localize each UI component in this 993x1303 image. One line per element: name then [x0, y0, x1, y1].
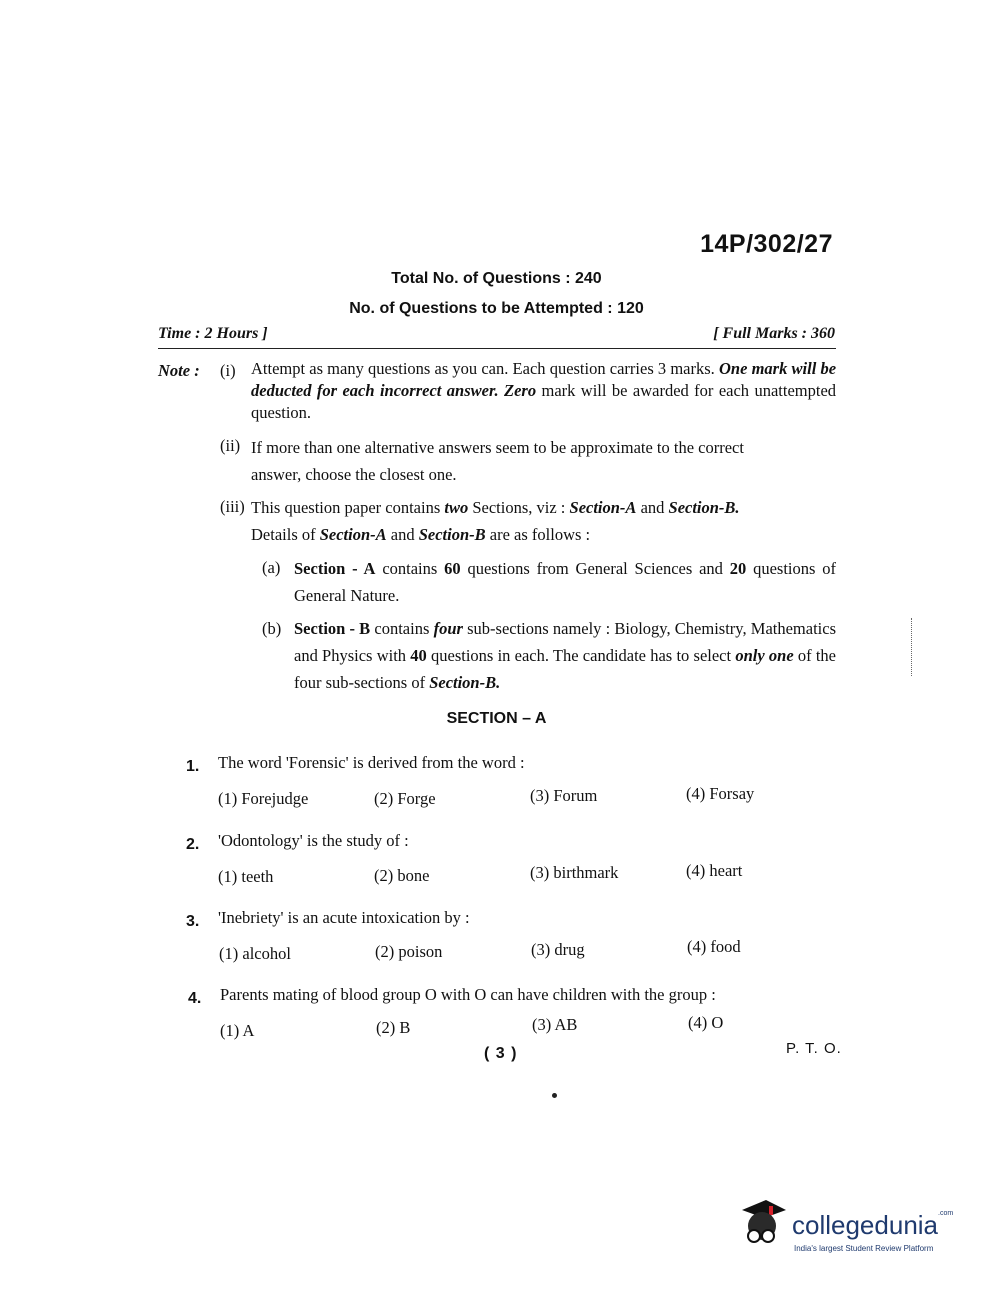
- collegedunia-logo-text: [792, 1210, 953, 1241]
- note-label: Note :: [158, 361, 200, 380]
- question-4-option-2[interactable]: (2) B: [376, 1018, 411, 1037]
- note-ii-text-a: If more than one alternative answers seem to be approximate to the correct: [251, 438, 744, 457]
- note-b: [294, 615, 836, 696]
- logo-suffix: .com: [938, 1210, 954, 1217]
- note-i: [251, 358, 836, 424]
- note-i-zero: Zero: [504, 381, 537, 400]
- note-iii-section-a-2: Section-A: [319, 525, 387, 544]
- note-iii-text-a: This question paper contains: [251, 498, 441, 517]
- note-b-four: four: [433, 619, 463, 638]
- question-4-text: Parents mating of blood group O with O can have children with the group :: [220, 985, 716, 1004]
- question-2-text: 'Odontology' is the study of :: [218, 831, 409, 850]
- question-1-option-2[interactable]: (2) Forge: [374, 789, 436, 808]
- note-iii-two: two: [444, 498, 469, 517]
- question-1-option-1[interactable]: (1) Forejudge: [218, 789, 309, 808]
- note-i-text-a: Attempt as many questions as you can. Each question carries 3 marks.: [251, 359, 715, 378]
- note-b-text-c: Mathematics and Physics with: [294, 619, 837, 665]
- time-label: Time : 2 Hours ]: [158, 325, 268, 342]
- note-a-text-b: questions from General Sciences and: [467, 559, 723, 578]
- paper-code: 14P/302/27: [700, 230, 833, 258]
- question-3-text: 'Inebriety' is an acute intoxication by :: [218, 908, 470, 927]
- note-b-number: (b): [262, 619, 282, 638]
- question-3-option-4[interactable]: (4) food: [687, 937, 741, 956]
- note-a-60: 60: [444, 559, 461, 578]
- question-1-text: The word 'Forensic' is derived from the word :: [218, 753, 525, 772]
- question-4-option-4[interactable]: (4) O: [688, 1013, 724, 1032]
- note-a-text-a: contains: [382, 559, 438, 578]
- note-b-40: 40: [410, 646, 427, 665]
- question-3-option-1[interactable]: (1) alcohol: [219, 944, 291, 963]
- collegedunia-mascot-icon: [736, 1196, 788, 1248]
- note-iii-text-d: are as follows :: [489, 525, 591, 544]
- note-b-text-e: to select: [676, 646, 732, 665]
- note-b-only-one: only one: [735, 646, 794, 665]
- scan-margin-mark: [911, 618, 913, 676]
- note-b-text-f: of the four sub-sections of: [294, 646, 837, 692]
- note-iii-text-b: Sections, viz :: [472, 498, 566, 517]
- note-a-text-c: questions of General Nature.: [294, 559, 836, 605]
- question-1-option-3[interactable]: (3) Forum: [530, 786, 598, 805]
- note-i-text-f: awarded for each unattempted question.: [251, 381, 837, 422]
- question-4-option-1[interactable]: (1) A: [220, 1021, 255, 1040]
- note-i-number: (i): [220, 361, 236, 380]
- scan-speck: [552, 1093, 557, 1098]
- note-b-text-b: sub-sections namely : Biology, Chemistry,: [467, 619, 747, 638]
- note-a-section: Section - A: [294, 559, 376, 578]
- note-iii-text-c: Details of: [251, 525, 316, 544]
- question-1-number: 1.: [186, 758, 200, 775]
- note-i-deduction: mark will be deducted for each incorrect answer.: [251, 359, 837, 400]
- note-ii-text-b: answer, choose the closest one.: [251, 465, 457, 484]
- page-number: ( 3 ): [484, 1045, 518, 1062]
- question-2-number: 2.: [186, 836, 200, 853]
- note-b-section-b: Section-B.: [429, 673, 501, 692]
- header-divider: [158, 348, 836, 349]
- note-ii: [251, 434, 836, 488]
- question-2-option-1[interactable]: (1) teeth: [218, 867, 274, 886]
- question-4-option-3[interactable]: (3) AB: [532, 1015, 578, 1034]
- section-heading: SECTION – A: [446, 710, 547, 727]
- note-i-text-e: mark will be: [541, 381, 628, 400]
- note-iii-section-b: Section-B.: [668, 498, 740, 517]
- question-4-number: 4.: [188, 990, 202, 1007]
- note-i-one: One: [718, 359, 748, 378]
- question-3-option-3[interactable]: (3) drug: [531, 940, 585, 959]
- question-3-number: 3.: [186, 913, 200, 930]
- note-ii-number: (ii): [220, 436, 241, 455]
- note-a-number: (a): [262, 558, 281, 577]
- note-iii-and: and: [640, 498, 665, 517]
- question-3-option-2[interactable]: (2) poison: [375, 942, 443, 961]
- note-a-20: 20: [729, 559, 747, 578]
- total-questions: Total No. of Questions : 240: [391, 270, 602, 287]
- note-b-text-d: questions in each. The candidate has: [431, 646, 673, 665]
- note-iii-section-a: Section-A: [569, 498, 637, 517]
- note-iii-and-2: and: [390, 525, 415, 544]
- logo-name: collegedunia: [792, 1210, 939, 1240]
- question-1-option-4[interactable]: (4) Forsay: [686, 784, 755, 803]
- note-iii-number: (iii): [220, 497, 245, 516]
- question-2-option-4[interactable]: (4) heart: [686, 861, 743, 880]
- logo-tagline: India's largest Student Review Platform: [794, 1244, 934, 1253]
- question-2-option-2[interactable]: (2) bone: [374, 866, 430, 885]
- note-iii: [251, 494, 836, 548]
- note-iii-section-b-2: Section-B: [418, 525, 486, 544]
- note-b-section: Section - B: [294, 619, 371, 638]
- questions-to-attempt: No. of Questions to be Attempted : 120: [349, 300, 644, 317]
- pto-label: P. T. O.: [786, 1040, 842, 1057]
- full-marks-label: [ Full Marks : 360: [713, 325, 835, 342]
- question-2-option-3[interactable]: (3) birthmark: [530, 863, 619, 882]
- note-b-text-a: contains: [374, 619, 430, 638]
- note-a: [294, 555, 836, 609]
